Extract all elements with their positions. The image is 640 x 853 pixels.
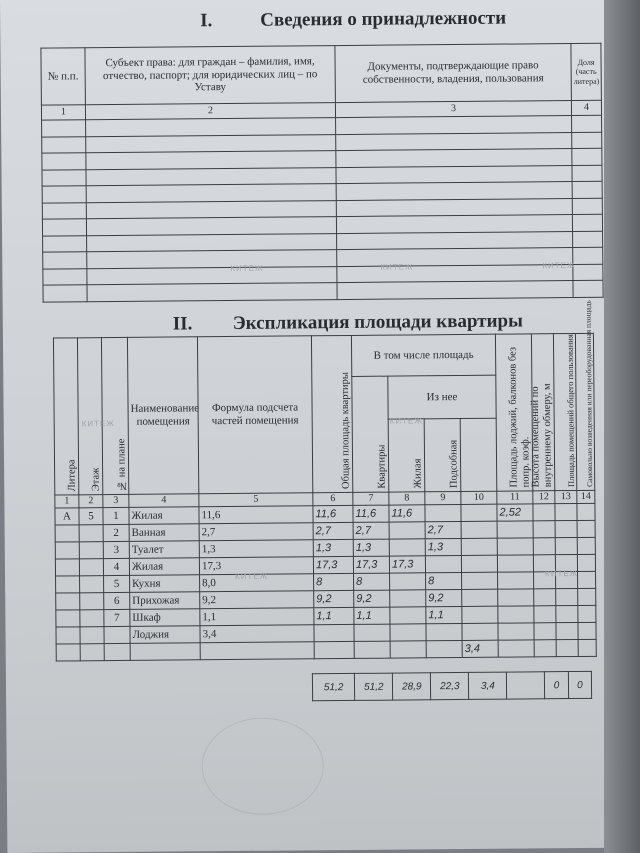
cell-height: 2,52 bbox=[497, 504, 533, 521]
cell-formula: 9,2 bbox=[200, 591, 314, 609]
cell-loggia bbox=[461, 538, 497, 555]
cell-num: 1 bbox=[103, 507, 129, 524]
cell-formula: 8,0 bbox=[200, 574, 314, 592]
header-floor: Этаж bbox=[77, 338, 102, 495]
cell-litera bbox=[56, 576, 80, 593]
cell-floor bbox=[80, 576, 104, 593]
cell-apt: 11,6 bbox=[353, 505, 389, 522]
header-incl: В том числе площадь bbox=[351, 334, 495, 376]
cell-litera bbox=[55, 525, 79, 542]
cell-loggia bbox=[461, 555, 497, 572]
cell-living bbox=[390, 573, 426, 590]
cell-aux: 1,3 bbox=[425, 538, 461, 555]
cell-formula: 1,1 bbox=[200, 608, 314, 626]
col-number: 7 bbox=[353, 492, 389, 505]
cell-loggia bbox=[462, 572, 498, 589]
header-height: Высота помещений по внутреннему обмеру, м bbox=[531, 334, 554, 491]
cell-num: 2 bbox=[103, 524, 129, 541]
header-subject: Субъект права: для граждан – фамилия, имя, отчество, паспорт; для юридических лиц – по Уставу bbox=[85, 46, 335, 105]
total-apt-value: 51,2 bbox=[355, 673, 393, 700]
cell-litera: А bbox=[55, 508, 79, 525]
cell-name: Кухня bbox=[130, 575, 200, 593]
total-height-empty bbox=[507, 672, 545, 699]
cell-apt: 1,3 bbox=[353, 539, 389, 556]
cell-floor: 5 bbox=[79, 508, 103, 525]
col-number: 11 bbox=[497, 491, 533, 504]
cell-litera bbox=[56, 644, 80, 661]
cell-num: 7 bbox=[104, 609, 130, 626]
total-common-value: 0 bbox=[545, 672, 568, 699]
cell-height bbox=[498, 589, 534, 606]
col-number: 1 bbox=[55, 495, 79, 508]
header-of-which: Из нее bbox=[388, 375, 496, 419]
header-room-name: Наименование помещения bbox=[127, 337, 198, 495]
col-number: 2 bbox=[79, 495, 103, 508]
header-docs: Документы, подтверждающие право собственности, владения, пользования bbox=[335, 44, 571, 103]
cell-apt: 8 bbox=[354, 573, 390, 590]
cell-name: Жилая bbox=[129, 558, 199, 576]
col-number: 2 bbox=[85, 103, 335, 120]
cell-apt: 17,3 bbox=[353, 556, 389, 573]
cell-num: 4 bbox=[103, 558, 129, 575]
cell-aux: 1,1 bbox=[426, 606, 462, 623]
section2-title: II. Экспликация площади квартиры bbox=[172, 310, 524, 335]
col-number: 3 bbox=[103, 494, 129, 507]
cell-name: Шкаф bbox=[130, 609, 200, 627]
cell-floor bbox=[80, 610, 104, 627]
cell-formula: 11,6 bbox=[199, 506, 313, 524]
cell-aux bbox=[426, 640, 462, 657]
header-formula: Формула подсчета частей помещения bbox=[197, 336, 312, 494]
cell-apt: 2,7 bbox=[353, 522, 389, 539]
watermark: КИТЕЖ bbox=[230, 263, 264, 273]
col-number: 8 bbox=[389, 492, 425, 505]
cell-formula: 1,3 bbox=[199, 540, 313, 558]
cell-living: 11,6 bbox=[389, 505, 425, 522]
cell-num bbox=[104, 643, 130, 660]
total-loggia-value: 3,4 bbox=[469, 672, 507, 699]
col-number: 13 bbox=[555, 490, 577, 503]
cell-loggia bbox=[461, 521, 497, 538]
col-number: 6 bbox=[313, 492, 353, 505]
cell-apt bbox=[354, 624, 390, 641]
cell-total: 1,3 bbox=[313, 539, 353, 556]
cell-name bbox=[130, 643, 200, 661]
cell-name: Туалет bbox=[129, 541, 199, 559]
header-apts: Квартиры bbox=[352, 376, 389, 492]
cell-total: 17,3 bbox=[313, 556, 353, 573]
cell-total bbox=[314, 641, 354, 658]
cell-aux bbox=[426, 623, 462, 640]
totals-row bbox=[312, 671, 592, 701]
cell-name: Ванная bbox=[129, 524, 199, 542]
header-auxiliary: Подсобная bbox=[424, 419, 461, 492]
cell-height bbox=[498, 640, 534, 657]
cell-litera bbox=[56, 610, 80, 627]
cell-formula bbox=[200, 642, 314, 660]
cell-floor bbox=[79, 559, 103, 576]
header-loggia: Площадь лоджий, балконов без попр. коэф. bbox=[495, 334, 532, 491]
cell-formula: 3,4 bbox=[200, 625, 314, 643]
col-number: 4 bbox=[129, 494, 199, 508]
cell-total: 9,2 bbox=[314, 590, 354, 607]
cell-total: 2,7 bbox=[313, 522, 353, 539]
cell-living bbox=[390, 590, 426, 607]
total-area-value: 51,2 bbox=[312, 673, 354, 700]
cell-litera bbox=[56, 627, 80, 644]
header-num: № п.п. bbox=[41, 48, 85, 105]
watermark: КИТЕЖ bbox=[389, 416, 423, 426]
header-total-area: Общая площадь квартиры bbox=[311, 335, 352, 492]
col-number: 12 bbox=[533, 491, 555, 504]
header-plan-num: № на плане bbox=[101, 337, 128, 494]
cell-height bbox=[498, 623, 534, 640]
cell-living bbox=[389, 522, 425, 539]
cell-floor bbox=[80, 644, 104, 661]
header-litera: Литера bbox=[53, 338, 78, 495]
cell-apt bbox=[354, 641, 390, 658]
watermark: КИТЕЖ bbox=[380, 262, 414, 272]
cell-apt: 1,1 bbox=[354, 607, 390, 624]
header-share: Доля (часть литера) bbox=[571, 43, 601, 100]
cell-loggia bbox=[462, 623, 498, 640]
table-row bbox=[56, 639, 596, 661]
total-aux-value: 22,3 bbox=[431, 672, 469, 699]
cell-total: 8 bbox=[314, 573, 354, 590]
cell-floor bbox=[80, 627, 104, 644]
faded-stamp bbox=[201, 717, 324, 815]
cell-aux: 9,2 bbox=[426, 589, 462, 606]
cell-num bbox=[104, 626, 130, 643]
cell-height bbox=[498, 606, 534, 623]
total-living-value: 28,9 bbox=[393, 673, 431, 700]
cell-living bbox=[389, 539, 425, 556]
cell-aux bbox=[425, 555, 461, 572]
cell-floor bbox=[79, 525, 103, 542]
cell-floor bbox=[80, 593, 104, 610]
cell-litera bbox=[55, 542, 79, 559]
cell-name: Прихожая bbox=[130, 592, 200, 610]
cell-num: 5 bbox=[104, 575, 130, 592]
header-self-built: Самовольно возведенная или переоборудованная площадь bbox=[575, 333, 594, 490]
col-number: 14 bbox=[577, 490, 595, 503]
cell-apt: 9,2 bbox=[354, 590, 390, 607]
cell-num: 6 bbox=[104, 592, 130, 609]
cell-formula: 2,7 bbox=[199, 523, 313, 541]
section1-title: I. Сведения о принадлежности bbox=[200, 7, 507, 32]
ownership-table bbox=[40, 43, 603, 302]
table-row bbox=[43, 280, 603, 301]
cell-name: Лоджия bbox=[130, 626, 200, 644]
cell-height bbox=[497, 521, 533, 538]
cell-loggia: 3,4 bbox=[462, 640, 498, 657]
cell-name: Жилая bbox=[129, 507, 199, 525]
watermark: КИТЕЖ bbox=[81, 419, 115, 429]
cell-living bbox=[390, 641, 426, 658]
cell-total: 11,6 bbox=[313, 505, 353, 522]
cell-loggia bbox=[461, 504, 497, 521]
cell-loggia bbox=[462, 606, 498, 623]
watermark: КИТЕЖ bbox=[235, 571, 269, 581]
cell-total bbox=[314, 624, 354, 641]
cell-height bbox=[497, 555, 533, 572]
col-number: 1 bbox=[41, 105, 85, 120]
cell-living: 17,3 bbox=[389, 556, 425, 573]
cell-litera bbox=[55, 559, 79, 576]
cell-height bbox=[497, 538, 533, 555]
cell-aux: 2,7 bbox=[425, 521, 461, 538]
cell-living bbox=[390, 624, 426, 641]
cell-total: 1,1 bbox=[314, 607, 354, 624]
col-number: 4 bbox=[571, 100, 601, 115]
header-common: Площадь помещений общего пользования bbox=[553, 333, 576, 490]
cell-living bbox=[390, 607, 426, 624]
col-number: 9 bbox=[425, 491, 461, 504]
watermark: КИТЕЖ bbox=[544, 568, 579, 579]
cell-loggia bbox=[462, 589, 498, 606]
col-number: 5 bbox=[199, 493, 313, 507]
cell-aux: 8 bbox=[426, 572, 462, 589]
cell-formula: 17,3 bbox=[199, 557, 313, 575]
watermark: КИТЕЖ bbox=[542, 260, 576, 271]
total-selfbuilt-value: 0 bbox=[568, 671, 592, 698]
cell-aux bbox=[425, 504, 461, 521]
cell-num: 3 bbox=[103, 541, 129, 558]
cell-height bbox=[498, 572, 534, 589]
cell-litera bbox=[56, 593, 80, 610]
book-edge bbox=[604, 0, 640, 853]
cell-floor bbox=[79, 542, 103, 559]
col-number: 3 bbox=[335, 101, 571, 118]
header-living: Жилая bbox=[388, 419, 425, 492]
col-number: 10 bbox=[461, 491, 497, 504]
